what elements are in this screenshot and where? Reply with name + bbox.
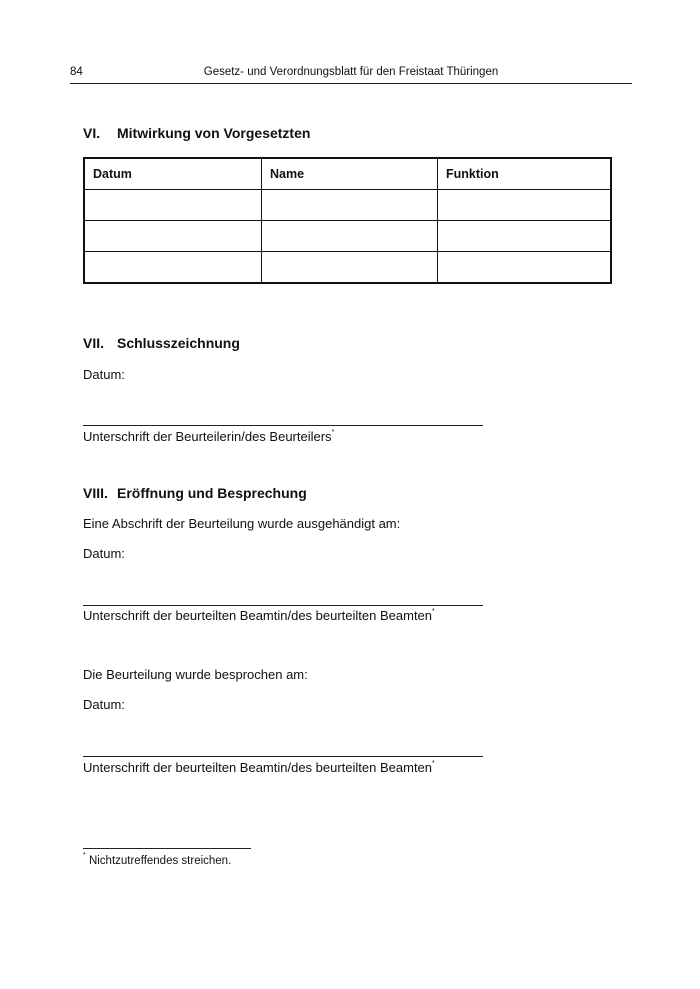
section-vi-heading xyxy=(83,125,310,141)
viii-date-label-1: Datum: xyxy=(83,546,125,561)
viii-discussed-text: Die Beurteilung wurde besprochen am: xyxy=(83,667,308,682)
footnote-rule xyxy=(83,848,251,849)
viii-signature-caption-1 xyxy=(83,608,435,623)
table-cell[interactable] xyxy=(438,221,612,252)
table-cell[interactable] xyxy=(262,252,438,284)
section-viii-title: Eröffnung und Besprechung xyxy=(117,485,307,501)
section-viii-number: VIII. xyxy=(83,485,108,501)
supervisor-table xyxy=(83,157,612,284)
table-cell[interactable] xyxy=(262,221,438,252)
table-cell[interactable] xyxy=(84,221,262,252)
viii-signature-caption-2 xyxy=(83,760,435,775)
page-number: 84 xyxy=(70,66,83,78)
table-header-row xyxy=(84,158,611,190)
footnote-marker: * xyxy=(432,607,435,615)
section-vii-title: Schlusszeichnung xyxy=(117,335,240,351)
header-rule xyxy=(70,83,632,84)
table-cell[interactable] xyxy=(262,190,438,221)
table-cell[interactable] xyxy=(84,190,262,221)
vii-date-label: Datum: xyxy=(83,367,125,382)
table-cell[interactable] xyxy=(438,190,612,221)
footnote-text: Nichtzutreffendes streichen. xyxy=(88,854,232,867)
table-row xyxy=(84,190,611,221)
column-header-name: Name xyxy=(262,158,438,190)
column-header-datum: Datum xyxy=(84,158,262,190)
footnote-marker: * xyxy=(331,428,335,436)
section-vii-number: VII. xyxy=(83,335,105,351)
section-viii-heading xyxy=(83,485,307,501)
viii-signature-line-2[interactable] xyxy=(83,756,483,757)
table-cell[interactable] xyxy=(438,252,612,284)
vii-signature-line[interactable] xyxy=(83,425,483,426)
header-title: Gesetz- und Verordnungsblatt für den Freistaat Thüringen xyxy=(203,66,499,78)
column-header-funktion: Funktion xyxy=(438,158,612,190)
table-row xyxy=(84,221,611,252)
table-cell[interactable] xyxy=(84,252,262,284)
footnote-mark: * xyxy=(83,852,86,859)
section-vii-heading xyxy=(83,335,240,351)
viii-date-label-2: Datum: xyxy=(83,697,125,712)
section-vi-number: VI. xyxy=(83,125,101,141)
viii-signature-caption-1-text: Unterschrift der beurteilten Beamtin/des beurteilten Beamten xyxy=(83,608,433,623)
viii-signature-line-1[interactable] xyxy=(83,605,483,606)
table-row xyxy=(84,252,611,284)
viii-signature-caption-2-text: Unterschrift der beurteilten Beamtin/des beurteilten Beamten xyxy=(83,760,433,775)
footnote xyxy=(83,854,231,867)
footnote-marker: * xyxy=(432,759,435,767)
section-vi-title: Mitwirkung von Vorgesetzten xyxy=(117,125,311,141)
vii-signature-caption xyxy=(83,429,334,444)
viii-copy-text: Eine Abschrift der Beurteilung wurde ausgehändigt am: xyxy=(83,516,401,531)
vii-signature-caption-text: Unterschrift der Beurteilerin/des Beurteilers xyxy=(83,429,332,444)
